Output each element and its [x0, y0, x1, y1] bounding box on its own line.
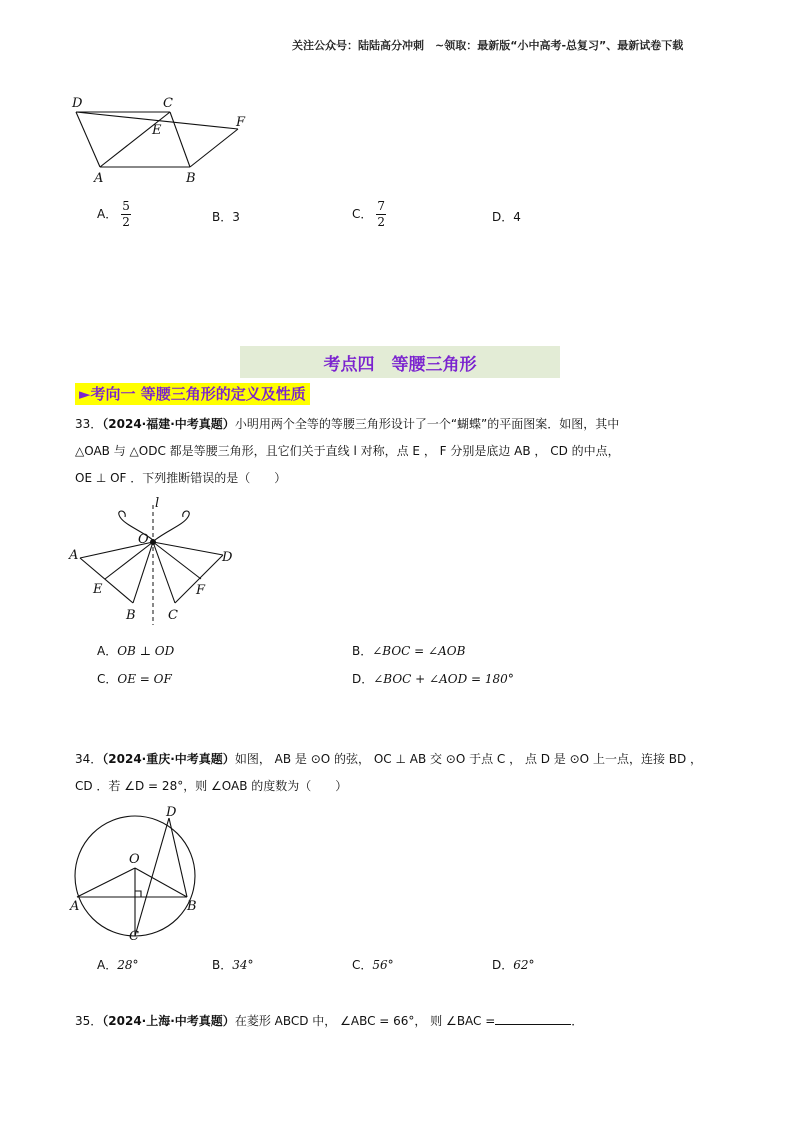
fig33-label-A: A: [69, 548, 79, 563]
prev-option-b[interactable]: B．3: [212, 210, 240, 224]
q34-option-d[interactable]: D．62°: [492, 958, 535, 972]
q33-line3: OE ⊥ OF ．下列推断错误的是（ ）: [75, 471, 287, 485]
fraction: $\frac{5}{2}$: [122, 199, 130, 229]
q34-option-b[interactable]: B．34°: [212, 958, 254, 972]
fig34-label-O: O: [129, 852, 140, 867]
q33-line2: △OAB 与 △ODC 都是等腰三角形，且它们关于直线 l 对称，点 E ， F 分别是底边 AB ， CD 的中点，: [75, 444, 620, 458]
fig-label-E: E: [152, 123, 162, 138]
fig34-label-B: B: [187, 899, 197, 914]
q34-option-c[interactable]: C．56°: [352, 958, 394, 972]
q35-source: （2024·上海·中考真题）: [102, 1014, 235, 1028]
q34-source: （2024·重庆·中考真题）: [102, 752, 235, 766]
fig33-label-F: F: [196, 583, 206, 598]
q35-number: 35．: [75, 1014, 103, 1028]
fig33-label-B: B: [126, 608, 136, 623]
prev-option-a[interactable]: A． $\frac{5}{2}$: [97, 199, 130, 229]
q33-number: 33．: [75, 417, 103, 431]
prev-option-c[interactable]: C． $\frac{7}{2}$: [352, 199, 386, 229]
fig-label-A: A: [94, 171, 104, 186]
fig34-label-C: C: [129, 929, 139, 944]
q34-option-a[interactable]: A．28°: [97, 958, 139, 972]
fig33-label-l: l: [155, 496, 160, 511]
fig34-label-A: A: [70, 899, 80, 914]
q35-line: 35．（2024·上海·中考真题）在菱形 ABCD 中， ∠ABC = 66°， 则 ∠BAC = ．: [75, 1014, 584, 1028]
q34-line1: 34．（2024·重庆·中考真题）如图， AB 是 ⊙O 的弦， OC ⊥ AB 交 ⊙O 于点 C ， 点 D 是 ⊙O 上一点，连接 BD ，: [75, 752, 703, 766]
q33-line1: 33．（2024·福建·中考真题）小明用两个全等的等腰三角形设计了一个“蝴蝶”的平面图案．如图，其中: [75, 417, 620, 431]
fig33-label-C: C: [168, 608, 178, 623]
fig-label-D: D: [72, 96, 83, 111]
fig34-label-D: D: [166, 805, 177, 820]
fig33-label-E: E: [93, 582, 103, 597]
fig33-label-D: D: [222, 550, 233, 565]
q34-line2: CD ．若 ∠D = 28°，则 ∠OAB 的度数为（ ）: [75, 779, 348, 793]
q34-number: 34．: [75, 752, 103, 766]
q33-source: （2024·福建·中考真题）: [102, 417, 235, 431]
figure-butterfly: [65, 495, 245, 630]
fig-label-F: F: [236, 115, 246, 130]
fig33-label-O: O: [138, 532, 149, 547]
figure-circle: [65, 800, 215, 945]
fig-label-B: B: [186, 171, 196, 186]
prev-option-d[interactable]: D．4: [492, 210, 521, 224]
fig-label-C: C: [163, 96, 173, 111]
q33-option-d[interactable]: D．∠BOC + ∠AOD = 180°: [352, 672, 514, 686]
q33-option-c[interactable]: C．OE = OF: [97, 672, 172, 686]
q33-option-b[interactable]: B．∠BOC = ∠AOB: [352, 644, 466, 658]
direction-label: ►考向一 等腰三角形的定义及性质: [75, 383, 310, 405]
page-header: 关注公众号：陆陆高分冲刺 ~领取：最新版“小中高考-总复习”、最新试卷下载: [292, 39, 684, 52]
figure-parallelogram: [60, 90, 260, 190]
q33-option-a[interactable]: A．OB ⊥ OD: [97, 644, 175, 658]
fraction: $\frac{7}{2}$: [377, 199, 386, 229]
answer-blank[interactable]: [495, 1012, 571, 1025]
section-title: 考点四 等腰三角形: [323, 355, 477, 375]
